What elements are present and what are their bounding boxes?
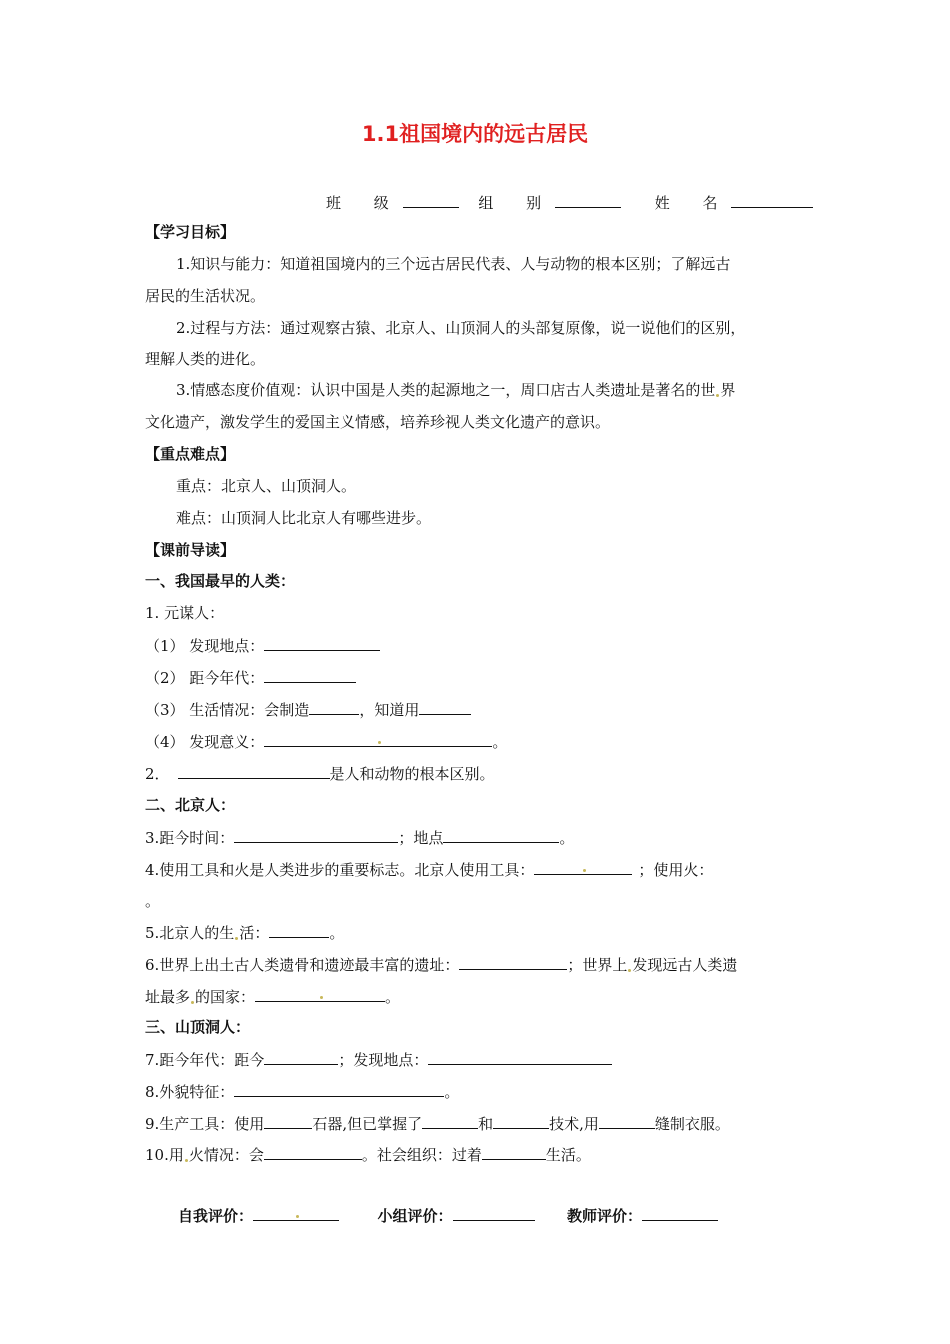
teacher-eval-field[interactable] bbox=[642, 1205, 718, 1221]
answer-blank[interactable] bbox=[428, 1049, 612, 1065]
answer-blank[interactable] bbox=[264, 635, 380, 651]
answer-blank[interactable] bbox=[493, 1113, 549, 1129]
answer-blank[interactable] bbox=[234, 1081, 444, 1097]
part-3-heading: 三、山顶洞人： bbox=[145, 1018, 251, 1036]
question-9: 9.生产工具：使用 石器,但已掌握了 和 技术,用 缝制衣服。 bbox=[145, 1115, 730, 1133]
answer-blank[interactable] bbox=[309, 699, 359, 715]
stray-mark bbox=[191, 1001, 194, 1004]
stray-mark bbox=[185, 1159, 188, 1162]
self-eval-field[interactable] bbox=[253, 1205, 339, 1221]
answer-blank[interactable] bbox=[534, 859, 632, 875]
self-eval-label: 自我评价： bbox=[178, 1207, 254, 1225]
class-field[interactable] bbox=[403, 192, 459, 208]
group-eval-label: 小组评价： bbox=[377, 1207, 453, 1225]
question-1-1: （1） 发现地点： bbox=[145, 635, 380, 656]
group-eval-field[interactable] bbox=[453, 1205, 535, 1221]
question-5: 5.北京人的生 活： 。 bbox=[145, 924, 345, 942]
answer-blank[interactable] bbox=[264, 667, 356, 683]
answer-blank[interactable] bbox=[264, 1144, 362, 1160]
goal-1-line-1: 1.知识与能力：知道祖国境内的三个远古居民代表、人与动物的根本区别；了解远古 bbox=[176, 255, 731, 273]
stray-mark bbox=[628, 969, 631, 972]
answer-blank[interactable] bbox=[482, 1144, 546, 1160]
key-heading: 【重点难点】 bbox=[145, 445, 236, 463]
question-1-4: （4） 发现意义： 。 bbox=[145, 733, 508, 751]
question-8: 8.外貌特征： 。 bbox=[145, 1083, 460, 1101]
question-1-3: （3） 生活情况：会制造 ，知道用 bbox=[145, 699, 471, 720]
answer-blank[interactable] bbox=[264, 731, 492, 747]
answer-blank[interactable] bbox=[264, 1049, 338, 1065]
goals-heading: 【学习目标】 bbox=[145, 223, 236, 241]
question-6-line-2: 址最多 的国家： 。 bbox=[145, 988, 401, 1006]
question-7: 7.距今年代：距今 ；发现地点： bbox=[145, 1049, 612, 1070]
name-label: 姓 名 bbox=[654, 194, 732, 212]
answer-blank[interactable] bbox=[422, 1113, 478, 1129]
preview-heading: 【课前导读】 bbox=[145, 541, 236, 559]
answer-blank[interactable] bbox=[234, 827, 398, 843]
answer-blank[interactable] bbox=[255, 986, 385, 1002]
answer-blank[interactable] bbox=[178, 763, 330, 779]
teacher-eval-label: 教师评价： bbox=[566, 1207, 642, 1225]
header-fields bbox=[326, 192, 813, 213]
question-1-2: （2） 距今年代： bbox=[145, 667, 356, 688]
name-field[interactable] bbox=[731, 192, 813, 208]
difficult-point: 难点：山顶洞人比北京人有哪些进步。 bbox=[176, 509, 432, 527]
answer-blank[interactable] bbox=[264, 1113, 312, 1129]
key-point: 重点：北京人、山顶洞人。 bbox=[176, 477, 357, 495]
question-2: 2． 是人和动物的根本区别。 bbox=[145, 765, 495, 783]
group-field[interactable] bbox=[555, 192, 621, 208]
evaluation-row bbox=[178, 1205, 718, 1226]
stray-mark bbox=[716, 394, 719, 397]
part-2-heading: 二、北京人： bbox=[145, 796, 236, 814]
question-1: 1. 元谋人： bbox=[145, 604, 225, 622]
goal-2-line-1: 2.过程与方法：通过观察古猿、北京人、山顶洞人的头部复原像，说一说他们的区别， bbox=[176, 319, 746, 337]
answer-blank[interactable] bbox=[269, 922, 329, 938]
page-title: 1.1祖国境内的远古居民 bbox=[361, 122, 589, 146]
question-6-line-1: 6.世界上出土古人类遗骨和遗迹最丰富的遗址： ；世界上 发现远古人类遗 bbox=[145, 956, 738, 974]
group-label: 组 别 bbox=[478, 194, 556, 212]
answer-blank[interactable] bbox=[459, 954, 567, 970]
question-10: 10.用 火情况：会 。社会组织：过着 生活。 bbox=[145, 1146, 591, 1164]
question-4-end: 。 bbox=[145, 892, 161, 910]
stray-mark bbox=[235, 937, 238, 940]
question-4: 4.使用工具和火是人类进步的重要标志。北京人使用工具： ；使用火： bbox=[145, 861, 714, 879]
goal-2-line-2: 理解人类的进化。 bbox=[145, 350, 266, 368]
goal-3-line-1: 3.情感态度价值观：认识中国是人类的起源地之一，周口店古人类遗址是著名的世 界 bbox=[176, 381, 736, 399]
part-1-heading: 一、我国最早的人类： bbox=[145, 572, 296, 590]
goal-1-line-2: 居民的生活状况。 bbox=[145, 287, 266, 305]
answer-blank[interactable] bbox=[599, 1113, 655, 1129]
class-label: 班 级 bbox=[326, 194, 403, 212]
answer-blank[interactable] bbox=[419, 699, 471, 715]
goal-3-line-2: 文化遗产，激发学生的爱国主义情感，培养珍视人类文化遗产的意识。 bbox=[145, 413, 611, 431]
question-3: 3.距今时间： ；地点 。 bbox=[145, 829, 575, 847]
answer-blank[interactable] bbox=[443, 827, 559, 843]
